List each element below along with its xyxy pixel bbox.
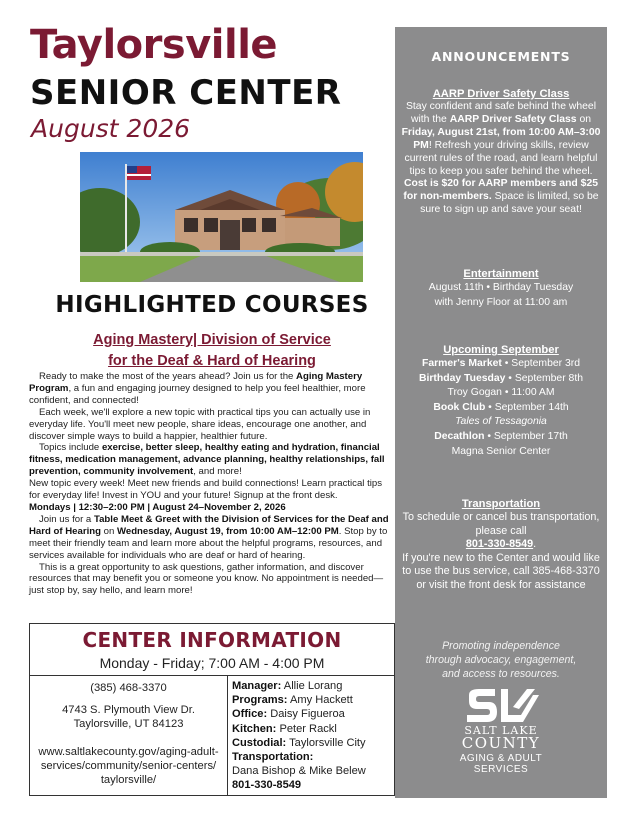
course-title-line1: Aging Mastery| Division of Service bbox=[93, 332, 331, 348]
event-date: • September 17th bbox=[484, 430, 568, 442]
course-title bbox=[29, 330, 395, 372]
topics-list: exercise, better sleep, healthy eating and hydration, financial fitness, medication management, advance planning, healthy relationships, fall prevention, community involvement bbox=[29, 442, 385, 478]
center-information-title: CENTER INFORMATION bbox=[82, 628, 342, 652]
text-run: , and more! bbox=[193, 466, 242, 478]
website-line3: taylorsville/ bbox=[100, 774, 157, 786]
course-paragraph-meet-greet bbox=[29, 514, 393, 562]
logo-text-services: SERVICES bbox=[473, 764, 529, 775]
event-decathlon-detail: Magna Senior Center bbox=[451, 445, 551, 457]
september-announcement bbox=[399, 343, 603, 459]
program-name: Aging Mastery Program bbox=[29, 371, 363, 394]
staff-role: Custodial: bbox=[232, 736, 287, 749]
event-date: • September 3rd bbox=[501, 358, 581, 369]
staff-role: Kitchen: bbox=[232, 722, 277, 735]
website-line1: www.saltlakecounty.gov/aging-adult- bbox=[38, 746, 219, 758]
staff-name: Daisy Figueroa bbox=[267, 708, 345, 721]
website-line2: services/community/senior-centers/ bbox=[40, 760, 217, 772]
entertainment-line2: with Jenny Floor at 11:00 am bbox=[434, 296, 568, 308]
staff-transportation-names: Dana Bishop & Mike Belew bbox=[232, 765, 366, 778]
event-birthday-tuesday bbox=[399, 372, 603, 387]
aarp-cost bbox=[399, 178, 603, 217]
contact-details bbox=[30, 676, 228, 795]
transportation-heading: Transportation bbox=[461, 498, 541, 510]
course-schedule bbox=[29, 502, 393, 514]
text-run: on bbox=[100, 525, 117, 537]
staff-manager bbox=[232, 679, 392, 693]
tagline-line3: and access to resources. bbox=[442, 668, 560, 680]
logo-text-salt-lake: SALT LAKE bbox=[464, 724, 538, 737]
staff-kitchen bbox=[232, 722, 392, 736]
course-paragraph-closing: This is a great opportunity to ask questions, gather information, and discover resources that may benefit you or someone you know. No appointment is needed—just stop by, say hello, and learn more! bbox=[29, 561, 384, 597]
event-decathlon bbox=[399, 430, 603, 445]
text-run: Ready to make the most of the years ahead? Join us for the bbox=[39, 371, 297, 382]
event-name: Book Club bbox=[433, 401, 486, 413]
text-run: , a fun and engaging journey designed to help you feel healthier, more confident, and connected! bbox=[29, 382, 366, 406]
address-line1: 4743 S. Plymouth View Dr. bbox=[62, 704, 195, 716]
staff-programs bbox=[232, 693, 392, 707]
staff-office bbox=[232, 707, 392, 721]
logo-text-aging: AGING & ADULT bbox=[459, 753, 543, 764]
september-heading: Upcoming September bbox=[443, 344, 559, 356]
text-run: ! Refresh your driving skills, review current rules of the road, and learn helpful tips to keep you safer behind the wheel. bbox=[404, 139, 598, 177]
cost-text: Cost is $20 for AARP members and $25 for non-members. bbox=[403, 178, 599, 203]
event-name: Table Meet & Greet with the Division of Services for the Deaf and Hard of Hearing bbox=[29, 513, 389, 537]
center-name-title: Taylorsville bbox=[30, 22, 278, 68]
course-paragraph-signup: New topic every week! Meet new friends and build connections! Learn practical tips for everyday life! Invest in YOU and your future! Signup at the front desk. bbox=[29, 478, 383, 502]
event-date: • September 14th bbox=[485, 401, 569, 413]
transportation-phone-number: 801-330-8549 bbox=[232, 779, 302, 792]
staff-role: Manager: bbox=[232, 680, 282, 692]
announcements-sidebar bbox=[395, 27, 607, 798]
transportation-schedule-text bbox=[399, 511, 603, 552]
address-line2: Taylorsville, UT 84123 bbox=[73, 718, 184, 730]
event-farmers-market bbox=[399, 357, 603, 372]
entertainment-announcement bbox=[399, 267, 603, 310]
event-book-detail: Tales of Tessagonia bbox=[455, 416, 547, 428]
text-run: To schedule or cancel bus transportation, please call bbox=[402, 511, 600, 537]
tagline-line1: Promoting independence bbox=[442, 640, 560, 652]
month-title: August 2026 bbox=[31, 114, 191, 143]
class-name: AARP Driver Safety Class bbox=[449, 113, 577, 125]
text-run: . Stop by to meet their friendly team and learn more about the helpful programs, resources, and services available for individuals who are deaf or hard of hearing. bbox=[29, 525, 388, 561]
event-name: Farmer's Market bbox=[421, 358, 502, 369]
text-run: Space is limited, so be sure to sign up and save your seat! bbox=[420, 191, 599, 216]
logo-text-county: COUNTY bbox=[461, 734, 541, 752]
event-date: • September 8th bbox=[505, 372, 583, 384]
event-name: Decathlon bbox=[434, 430, 485, 442]
aarp-heading: AARP Driver Safety Class bbox=[432, 88, 570, 100]
senior-center-title: SENIOR CENTER bbox=[30, 73, 342, 113]
staff-name: Peter Rackl bbox=[276, 722, 337, 735]
event-name: Birthday Tuesday bbox=[419, 372, 506, 384]
center-phone: (385) 468-3370 bbox=[90, 682, 167, 694]
event-datetime: Wednesday, August 19, from 10:00 AM–12:00 PM bbox=[116, 525, 339, 537]
event-birthday-detail: Troy Gogan • 11:00 AM bbox=[447, 387, 555, 399]
center-information-box bbox=[29, 623, 395, 796]
transportation-phone bbox=[232, 778, 392, 792]
schedule-text: Mondays | 12:30–2:00 PM | August 24–November 2, 2026 bbox=[29, 501, 286, 513]
text-run: on bbox=[576, 113, 592, 125]
salt-lake-county-logo-mark bbox=[461, 687, 541, 727]
announcements-heading: ANNOUNCEMENTS bbox=[431, 49, 571, 64]
aarp-description bbox=[399, 101, 603, 178]
salt-lake-county-logo bbox=[441, 687, 561, 787]
staff-name: Amy Hackett bbox=[287, 694, 353, 707]
staff-transportation-role bbox=[232, 750, 392, 764]
entertainment-line1: August 11th • Birthday Tuesday bbox=[428, 282, 574, 293]
transportation-phone-link[interactable]: 801-330-8549 bbox=[465, 538, 534, 551]
staff-name: Taylorsville City bbox=[286, 736, 366, 749]
center-address bbox=[30, 703, 227, 731]
transportation-new-rider-text: If you're new to the Center and would like to use the bus service, call 385-468-3370 or visit the front desk for assistance bbox=[402, 551, 600, 591]
text-run: . bbox=[533, 538, 537, 551]
transportation-announcement bbox=[399, 497, 603, 593]
center-website-link[interactable] bbox=[30, 745, 227, 787]
aarp-announcement bbox=[399, 87, 603, 217]
staff-role: Transportation: bbox=[232, 751, 314, 764]
event-book-club bbox=[399, 401, 603, 416]
class-datetime: Friday, August 21st, from 10:00 AM–3:00 PM bbox=[401, 126, 601, 151]
mission-tagline bbox=[395, 639, 607, 681]
center-hours: Monday - Friday; 7:00 AM - 4:00 PM bbox=[99, 655, 325, 671]
text-run: Stay confident and safe behind the wheel with the bbox=[405, 101, 597, 125]
course-title-line2: for the Deaf & Hard of Hearing bbox=[108, 353, 316, 369]
staff-custodial bbox=[232, 736, 392, 750]
entertainment-heading: Entertainment bbox=[463, 268, 539, 280]
tagline-line2: through advocacy, engagement, bbox=[425, 654, 577, 666]
text-run: Topics include bbox=[39, 442, 102, 454]
building-photo bbox=[80, 152, 363, 282]
course-paragraph-topics bbox=[29, 442, 393, 478]
staff-role: Programs: bbox=[232, 694, 288, 707]
staff-name: Allie Lorang bbox=[281, 680, 343, 692]
highlighted-courses-heading: HIGHLIGHTED COURSES bbox=[55, 292, 369, 318]
center-information-header bbox=[30, 624, 394, 676]
building-illustration bbox=[80, 152, 363, 282]
text-run: Join us for a bbox=[39, 513, 94, 525]
staff-role: Office: bbox=[232, 708, 268, 721]
staff-list bbox=[232, 679, 392, 793]
course-paragraph-intro bbox=[29, 371, 393, 407]
course-paragraph-weekly: Each week, we'll explore a new topic with practical tips you can actually use in everyday life. You'll meet new people, share ideas, encourage one another, and discover simple ways to build a happier, healthier future. bbox=[29, 406, 371, 442]
course-description bbox=[29, 371, 393, 597]
